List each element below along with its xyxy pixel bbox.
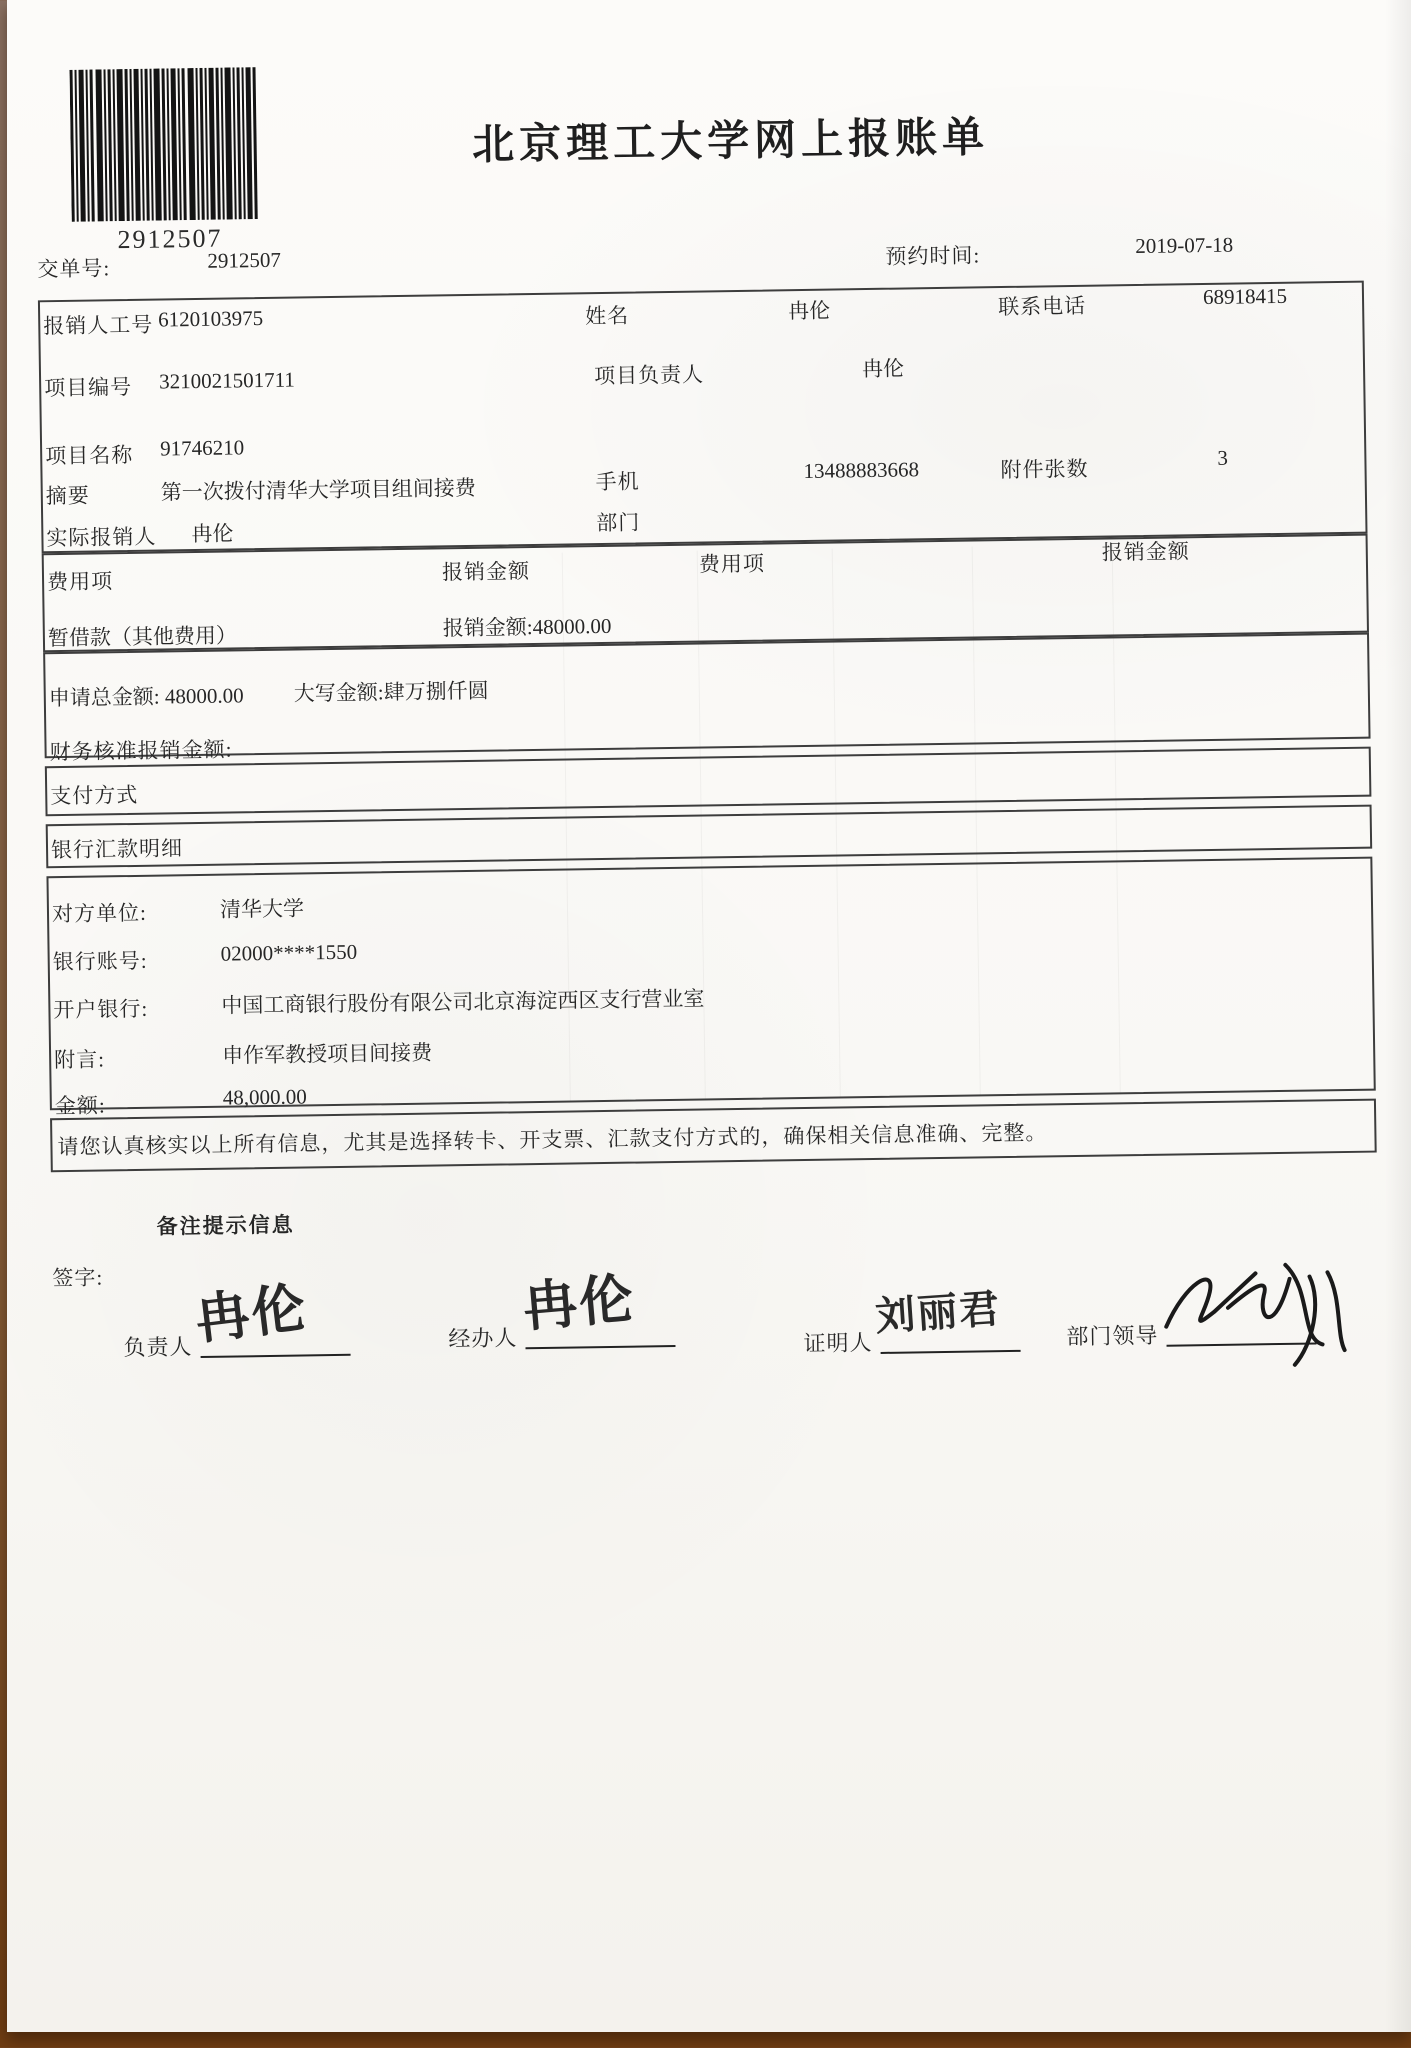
department-leader-signature — [1157, 1246, 1369, 1379]
appointment-time-label: 预约时间: — [885, 243, 981, 269]
scanned-paper-sheet — [7, 0, 1411, 2032]
sign-label: 签字: — [52, 1265, 104, 1291]
handler-label: 经办人 — [448, 1325, 518, 1352]
bank-account-label: 银行账号: — [52, 948, 148, 975]
barcode-image — [69, 67, 261, 222]
mobile-value: 13488883668 — [803, 457, 920, 483]
signer-group-witness — [803, 1285, 1020, 1358]
expense-col-item-2: 费用项 — [698, 551, 766, 577]
payee-unit-label: 对方单位: — [51, 900, 148, 927]
applied-total-amount: 申请总金额: 48000.00 — [48, 683, 244, 711]
phone-value: 68918415 — [1202, 283, 1288, 310]
bank-detail-header-label: 银行汇款明细 — [50, 836, 184, 863]
project-no-label: 项目编号 — [44, 374, 133, 401]
responsible-person-signature: 冉伦 — [192, 1277, 311, 1351]
opening-bank-value: 中国工商银行股份有限公司北京海淀西区支行营业室 — [221, 986, 705, 1018]
remark-hint-label: 备注提示信息 — [156, 1212, 295, 1239]
signer-group-handler — [448, 1268, 675, 1353]
payee-unit-value: 清华大学 — [219, 896, 305, 922]
name-label: 姓名 — [585, 303, 630, 329]
approved-amount-label: 财务核准报销金额: — [49, 737, 233, 765]
project-name-value: 91746210 — [159, 435, 245, 461]
notice-text: 请您认真核实以上所有信息，尤其是选择转卡、开支票、汇款支付方式的，确保相关信息准确、完整。 — [57, 1120, 1048, 1160]
summary-label: 摘要 — [45, 483, 90, 509]
signature-line — [525, 1343, 675, 1349]
payment-method-box — [45, 747, 1372, 817]
mobile-label: 手机 — [595, 469, 640, 495]
opening-bank-label: 开户银行: — [53, 996, 149, 1023]
expense-item-amount: 报销金额:48000.00 — [442, 613, 612, 641]
appointment-time-value: 2019-07-18 — [1135, 232, 1234, 259]
expense-col-amount-1: 报销金额 — [441, 559, 531, 585]
bank-account-value: 02000****1550 — [220, 939, 358, 966]
witness-label: 证明人 — [803, 1330, 873, 1357]
department-label: 部门 — [596, 510, 641, 536]
expense-item-name: 暂借款（其他费用） — [47, 623, 238, 651]
project-no-value: 3210021501711 — [158, 367, 296, 394]
signer-group-department-leader — [1066, 1316, 1316, 1351]
signature-line — [881, 1348, 1021, 1354]
phone-label: 联系电话 — [997, 293, 1087, 320]
project-leader-label: 项目负责人 — [593, 362, 705, 389]
signature-line — [201, 1352, 351, 1358]
amount-label: 金额: — [54, 1093, 106, 1119]
doc-no-label: 交单号: — [37, 256, 111, 282]
project-name-label: 项目名称 — [45, 442, 134, 469]
amount-in-words: 大写金额:肆万捌仟圆 — [293, 678, 489, 706]
amount-value: 48,000.00 — [222, 1084, 307, 1110]
responsible-person-label: 负责人 — [123, 1334, 193, 1361]
employee-id-label: 报销人工号 — [43, 312, 154, 339]
actual-claimant-value: 冉伦 — [191, 521, 234, 547]
attachments-label: 附件张数 — [1000, 456, 1089, 483]
postscript-value: 申作军教授项目间接费 — [221, 1040, 433, 1068]
payment-method-label: 支付方式 — [50, 782, 139, 809]
page-title: 北京理工大学网上报账单 — [471, 115, 990, 169]
expense-col-item-1: 费用项 — [46, 569, 114, 595]
actual-claimant-label: 实际报销人 — [46, 524, 157, 551]
handler-signature: 冉伦 — [520, 1268, 638, 1339]
doc-no-value: 2912507 — [207, 247, 282, 273]
summary-value: 第一次拨付清华大学项目组间接费 — [160, 475, 476, 505]
expense-col-amount-2: 报销金额 — [1101, 539, 1190, 565]
postscript-label: 附言: — [54, 1047, 106, 1073]
signer-group-responsible — [123, 1277, 350, 1362]
barcode-number: 2912507 — [117, 223, 223, 255]
name-value: 冉伦 — [787, 298, 831, 324]
witness-signature: 刘丽君 — [873, 1285, 1003, 1340]
attachments-value: 3 — [1217, 445, 1229, 470]
project-leader-value: 冉伦 — [861, 356, 905, 382]
department-leader-label: 部门领导 — [1066, 1322, 1159, 1350]
employee-id-value: 6120103975 — [158, 305, 264, 332]
